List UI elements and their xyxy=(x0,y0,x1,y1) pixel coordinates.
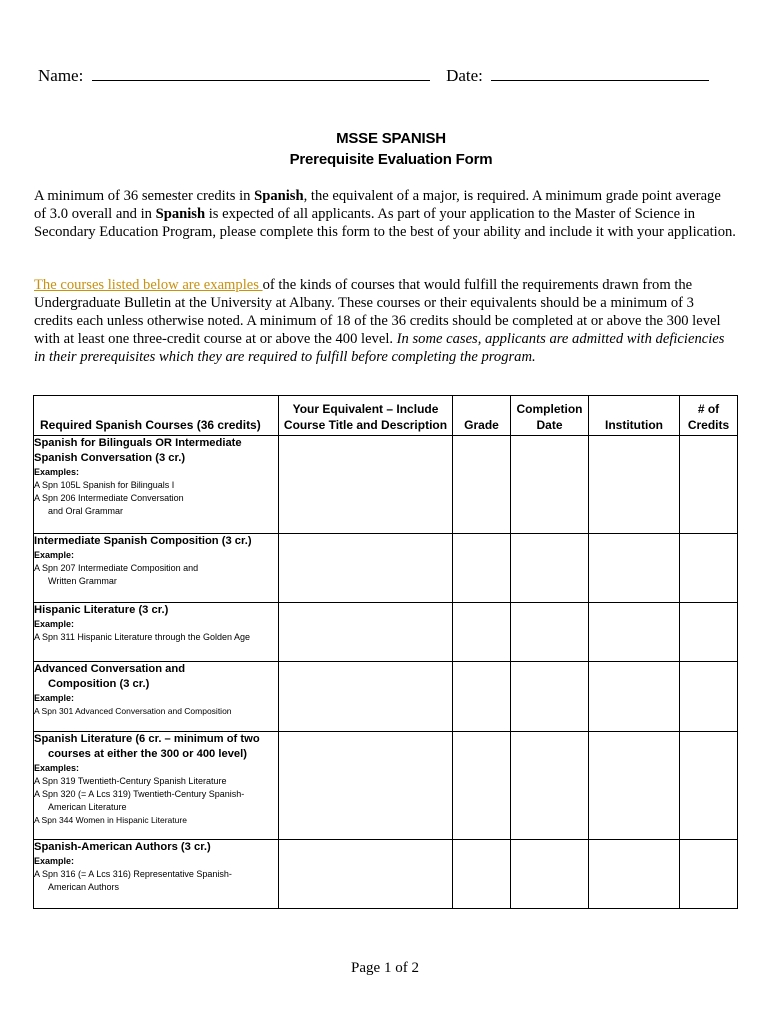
header-your-equivalent xyxy=(279,396,453,436)
table-row xyxy=(34,534,738,603)
course-cell xyxy=(34,732,279,840)
form-title xyxy=(0,128,770,170)
example-course: A Spn 301 Advanced Conversation and Composition xyxy=(34,706,232,716)
title-program: MSSE SPANISH xyxy=(336,130,446,147)
institution-input-cell[interactable] xyxy=(589,662,680,732)
name-label: Name: xyxy=(38,66,84,85)
completion-date-input-cell[interactable] xyxy=(511,840,589,909)
institution-input-cell[interactable] xyxy=(589,732,680,840)
completion-date-input-cell[interactable] xyxy=(511,436,589,534)
intro-bold: Spanish xyxy=(155,206,206,222)
intro-paragraph-2 xyxy=(34,276,736,366)
course-title: Hispanic Literature (3 cr.) xyxy=(34,604,169,616)
course-title: Spanish Conversation (3 cr.) xyxy=(34,452,186,464)
credits-input-cell[interactable] xyxy=(680,603,738,662)
completion-date-input-cell[interactable] xyxy=(511,603,589,662)
equivalent-input-cell[interactable] xyxy=(279,534,453,603)
institution-input-cell[interactable] xyxy=(589,840,680,909)
header-text: # of xyxy=(697,402,720,416)
grade-input-cell[interactable] xyxy=(453,603,511,662)
institution-input-cell[interactable] xyxy=(589,603,680,662)
example-course: A Spn 319 Twentieth-Century Spanish Literature xyxy=(34,776,227,786)
intro-bold: Spanish xyxy=(254,188,304,204)
course-title: Spanish-American Authors (3 cr.) xyxy=(34,841,211,853)
intro-text: , the equivalent of a major, is required. A minimum grade point average of 3.0 overall and in xyxy=(34,188,721,222)
course-cell xyxy=(34,840,279,909)
credits-input-cell[interactable] xyxy=(680,732,738,840)
grade-input-cell[interactable] xyxy=(453,840,511,909)
name-blank-line[interactable] xyxy=(92,64,430,81)
completion-date-input-cell[interactable] xyxy=(511,732,589,840)
example-course: A Spn 207 Intermediate Composition and xyxy=(34,563,199,573)
example-course: American Authors xyxy=(48,882,120,892)
grade-input-cell[interactable] xyxy=(453,436,511,534)
header-completion-date xyxy=(511,396,589,436)
grade-input-cell[interactable] xyxy=(453,662,511,732)
institution-input-cell[interactable] xyxy=(589,436,680,534)
equivalent-input-cell[interactable] xyxy=(279,840,453,909)
course-cell xyxy=(34,603,279,662)
course-title: Spanish for Bilinguals OR Intermediate xyxy=(34,437,242,449)
header-text: Completion xyxy=(516,402,583,416)
credits-input-cell[interactable] xyxy=(680,840,738,909)
completion-date-input-cell[interactable] xyxy=(511,534,589,603)
example-course: American Literature xyxy=(48,802,127,812)
intro-italic-note: In some cases, applicants are admitted with deficiencies in their prerequisites which they are required to fulfill before completing the program. xyxy=(34,331,725,365)
course-title: Intermediate Spanish Composition (3 cr.) xyxy=(34,535,252,547)
credits-input-cell[interactable] xyxy=(680,534,738,603)
course-title: Advanced Conversation and xyxy=(34,663,186,675)
grade-input-cell[interactable] xyxy=(453,534,511,603)
page-number: Page 1 of 2 xyxy=(351,960,419,976)
course-cell xyxy=(34,436,279,534)
requirements-table xyxy=(33,395,738,909)
course-title: Spanish Literature (6 cr. – minimum of two xyxy=(34,733,260,745)
intro-paragraph-1 xyxy=(34,187,736,241)
intro-text: is expected of all applicants. As part of your application to the Master of Science in Secondary Education Program, please complete this form to the best of your ability and include it with your application. xyxy=(34,206,736,240)
course-cell xyxy=(34,534,279,603)
examples-label: Example: xyxy=(34,550,75,560)
title-form-name: Prerequisite Evaluation Form xyxy=(289,151,493,168)
course-title: Composition (3 cr.) xyxy=(48,678,150,690)
table-row xyxy=(34,840,738,909)
example-course: A Spn 316 (= A Lcs 316) Representative Spanish- xyxy=(34,869,232,879)
examples-label: Example: xyxy=(34,619,75,629)
equivalent-input-cell[interactable] xyxy=(279,436,453,534)
intro-text: A minimum of 36 semester credits in xyxy=(34,188,255,204)
header-text: Credits xyxy=(687,418,730,432)
equivalent-input-cell[interactable] xyxy=(279,603,453,662)
header-text: Date xyxy=(536,418,563,432)
example-course: A Spn 105L Spanish for Bilinguals I xyxy=(34,480,175,490)
header-credits xyxy=(680,396,738,436)
institution-input-cell[interactable] xyxy=(589,534,680,603)
table-row xyxy=(34,436,738,534)
table-row xyxy=(34,732,738,840)
examples-label: Example: xyxy=(34,693,75,703)
header-required-courses: Required Spanish Courses (36 credits) xyxy=(34,396,279,436)
example-course: Written Grammar xyxy=(48,576,117,586)
credits-input-cell[interactable] xyxy=(680,662,738,732)
courses-examples-link[interactable]: The courses listed below are examples xyxy=(34,277,263,293)
intro-text: of the kinds of courses that would fulfill the requirements drawn from the Undergraduate Bulletin at the University at Albany. These courses or their equivalents should be a minimum of 3 credits each unless otherwise noted. A minimum of 18 of the 36 credits should be completed at or above the 300 level with at least one three-credit course at or above the 400 level. xyxy=(34,277,721,347)
table-row xyxy=(34,603,738,662)
table-row xyxy=(34,662,738,732)
example-course: A Spn 344 Women in Hispanic Literature xyxy=(34,815,187,825)
examples-label: Examples: xyxy=(34,763,80,773)
date-label: Date: xyxy=(446,66,483,85)
grade-input-cell[interactable] xyxy=(453,732,511,840)
completion-date-input-cell[interactable] xyxy=(511,662,589,732)
example-course: A Spn 320 (= A Lcs 319) Twentieth-Century Spanish- xyxy=(34,789,245,799)
course-cell xyxy=(34,662,279,732)
examples-label: Examples: xyxy=(34,467,80,477)
example-course: A Spn 206 Intermediate Conversation xyxy=(34,493,184,503)
credits-input-cell[interactable] xyxy=(680,436,738,534)
date-blank-line[interactable] xyxy=(491,64,709,81)
equivalent-input-cell[interactable] xyxy=(279,732,453,840)
example-course: and Oral Grammar xyxy=(48,506,124,516)
name-date-line xyxy=(38,64,738,87)
header-text: Course Title and Description xyxy=(283,418,448,432)
example-course: A Spn 311 Hispanic Literature through the Golden Age xyxy=(34,632,250,642)
header-grade: Grade xyxy=(453,396,511,436)
course-title: courses at either the 300 or 400 level) xyxy=(48,748,247,760)
header-text: Your Equivalent – Include xyxy=(292,402,439,416)
table-header-row xyxy=(34,396,738,436)
examples-label: Example: xyxy=(34,856,75,866)
equivalent-input-cell[interactable] xyxy=(279,662,453,732)
header-institution: Institution xyxy=(589,396,680,436)
